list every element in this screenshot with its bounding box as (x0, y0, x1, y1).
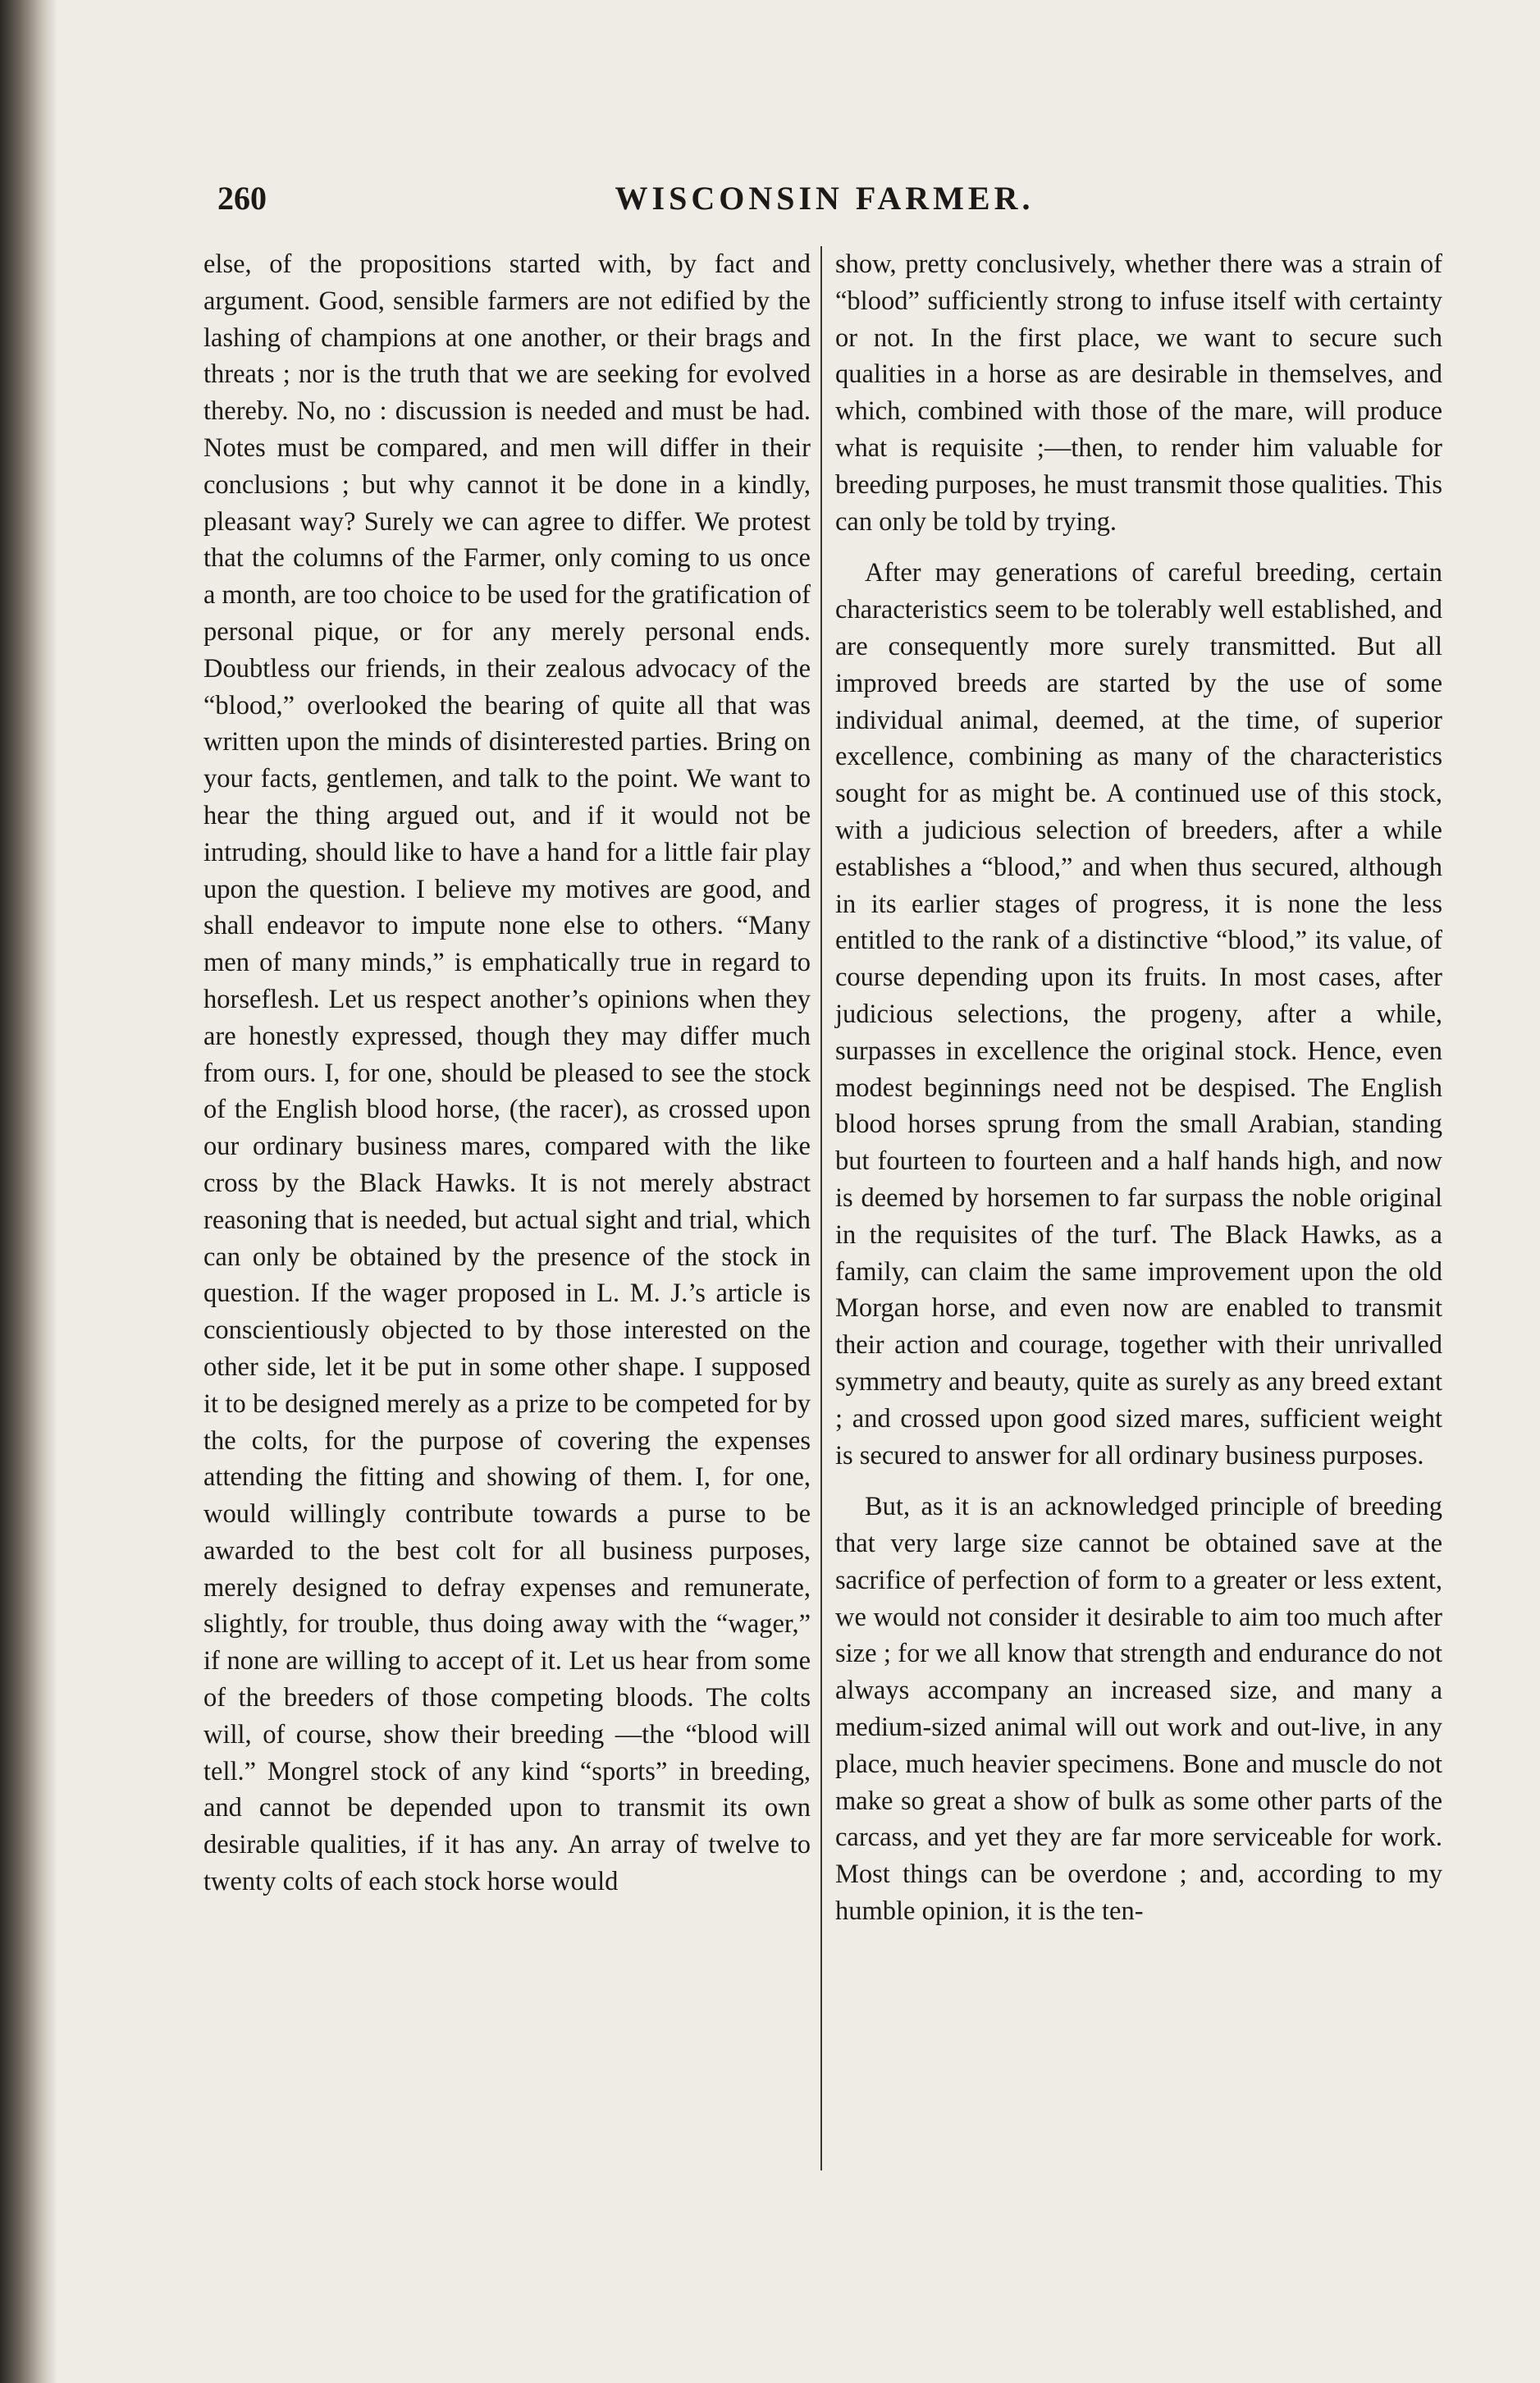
right-paragraph-2: After may generations of careful breeding, certain characteristics seem to be tolerably well established, and are consequently more surely transmitted. But all improved breeds are started by the use of some individual animal, deemed, at the time, of superior excellence, combining as many of the characteristics sought for as might be. A continued use of this stock, with a judicious selection of breeders, after a while establishes a “blood,” and when thus secured, although in its earlier stages of progress, it is none the less entitled to the rank of a distinctive “blood,” its value, of course depending upon its fruits. In most cases, after judicious selections, the progeny, after a while, surpasses in excellence the original stock. Hence, even modest beginnings need not be despised. The English blood horses sprung from the small Arabian, standing but fourteen to fourteen and a half hands high, and now is deemed by horsemen to far surpass the noble original in the requisites of the turf. The Black Hawks, as a family, can claim the same improvement upon the old Morgan horse, and even now are enabled to transmit their action and courage, together with their unrivalled symmetry and beauty, quite as surely as any breed extant ; and crossed upon good sized mares, sufficient weight is secured to answer for all ordinary business purposes. (835, 558, 1442, 1471)
binding-gutter-shadow (0, 0, 57, 2383)
running-head (217, 179, 1432, 236)
right-paragraph-3: But, as it is an acknowledged principle of breeding that very large size cannot be obtained save at the sacrifice of perfection of form to a greater or less extent, we would not consider it desirable to aim too much after size ; for we all know that strength and endurance do not always accompany an increased size, and many a medium-sized animal will out work and out-live, in any place, much heavier specimens. Bone and muscle do not make so great a show of bulk as some other parts of the carcass, and yet they are far more serviceable for work. Most things can be overdone ; and, according to my humble opinion, it is the ten- (835, 1492, 1442, 1927)
journal-title: WISCONSIN FARMER. (615, 180, 1035, 217)
left-paragraph-1: else, of the propositions started with, by fact and argument. Good, sensible farmers are not edified by the lashing of champions at one another, or their brags and threats ; nor is the truth that we are seeking for evolved thereby. No, no : discussion is needed and must be had. Notes must be compared, and men will differ in their conclusions ; but why cannot it be done in a kindly, pleasant way? Surely we can agree to differ. We protest that the columns of the Farmer, only coming to us once a month, are too choice to be used for the gratification of personal pique, or for any merely personal ends. Doubtless our friends, in their zealous advocacy of the “blood,” overlooked the bearing of quite all that was written upon the minds of disinterested parties. Bring on your facts, gentlemen, and talk to the point. We want to hear the thing argued out, and if it would not be intruding, should like to have a hand for a little fair play upon the question. I believe my motives are good, and shall endeavor to impute none else to others. “Many men of many minds,” is emphatically true in regard to horseflesh. Let us respect another’s opinions when they are honestly expressed, though they may differ much from ours. I, for one, should be pleased to see the stock of the English blood horse, (the racer), as crossed upon our ordinary business mares, compared with the like cross by the Black Hawks. It is not merely abstract reasoning that is needed, but actual sight and trial, which can only be obtained by the presence of the stock in question. If the wager proposed in L. M. J.’s article is conscientiously objected to by those interested on the other side, let it be put in some other shape. I supposed it to be designed merely as a prize to be competed for by the colts, for the purpose of covering the expenses attending the fitting and showing of them. I, for one, would willingly contribute towards a purse to be awarded to the best colt for all business purposes, merely designed to defray expenses and remunerate, slightly, for trouble, thus doing away with the “wager,” if none are willing to accept of it. Let us hear from some of the breeders of those competing bloods. The colts will, of course, show their breeding —the “blood will tell.” Mongrel stock of any kind “sports” in breeding, and cannot be depended upon to transmit its own desirable qualities, if it has any. An array of twelve to twenty colts of each stock horse would (203, 249, 811, 1897)
right-column (835, 246, 1442, 2183)
page-number: 260 (217, 180, 267, 217)
column-rule (820, 246, 822, 2170)
left-column (203, 246, 811, 2183)
right-paragraph-1: show, pretty conclusively, whether there was a strain of “blood” sufficiently strong to infuse itself with certainty or not. In the first place, we want to secure such qualities in a horse as are desirable in themselves, and which, combined with those of the mare, will produce what is requisite ;—then, to render him valuable for breeding purposes, he must transmit those qualities. This can only be told by trying. (835, 249, 1442, 537)
